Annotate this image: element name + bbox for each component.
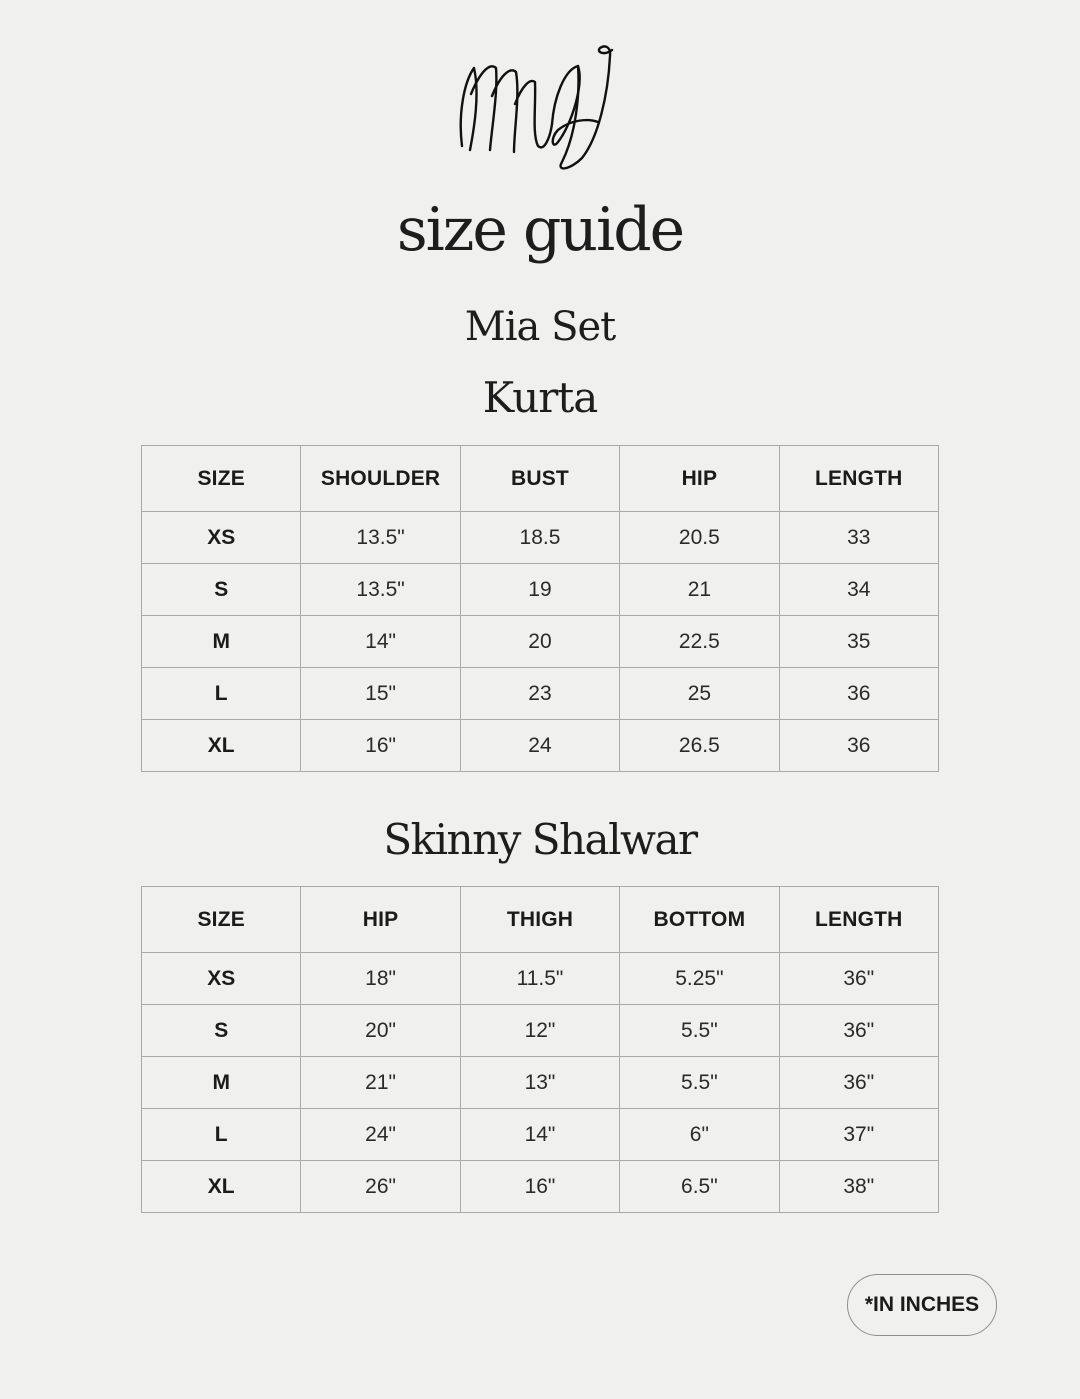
table-row	[142, 616, 939, 668]
size-label: XL	[142, 1161, 301, 1213]
table-cell: 21"	[301, 1057, 460, 1109]
size-label: XL	[142, 720, 301, 772]
brand-logo	[440, 34, 630, 179]
table-cell: 11.5"	[460, 953, 619, 1005]
table-cell: 35	[779, 616, 938, 668]
kurta-size-table	[141, 445, 939, 772]
column-header: LENGTH	[779, 887, 938, 953]
column-header: BUST	[460, 446, 619, 512]
size-label: XS	[142, 512, 301, 564]
table-cell: 19	[460, 564, 619, 616]
table-cell: 13.5"	[301, 512, 460, 564]
table-row	[142, 1109, 939, 1161]
table-cell: 21	[620, 564, 779, 616]
column-header: SIZE	[142, 887, 301, 953]
units-note-badge: *IN INCHES	[847, 1274, 997, 1336]
size-label: S	[142, 1005, 301, 1057]
table-cell: 36"	[779, 1005, 938, 1057]
table-header-row	[142, 446, 939, 512]
table-cell: 16"	[301, 720, 460, 772]
table-cell: 34	[779, 564, 938, 616]
size-label: M	[142, 616, 301, 668]
table-cell: 13.5"	[301, 564, 460, 616]
table-row	[142, 720, 939, 772]
table-cell: 6"	[620, 1109, 779, 1161]
table-cell: 20	[460, 616, 619, 668]
size-label: XS	[142, 953, 301, 1005]
table-cell: 20"	[301, 1005, 460, 1057]
table-cell: 14"	[301, 616, 460, 668]
column-header: SHOULDER	[301, 446, 460, 512]
table-cell: 22.5	[620, 616, 779, 668]
column-header: BOTTOM	[620, 887, 779, 953]
table-cell: 38"	[779, 1161, 938, 1213]
shalwar-title: Skinny Shalwar	[383, 815, 697, 864]
column-header: HIP	[301, 887, 460, 953]
kurta-title: Kurta	[482, 373, 598, 422]
table-row	[142, 1057, 939, 1109]
table-cell: 5.5"	[620, 1005, 779, 1057]
table-cell: 18"	[301, 953, 460, 1005]
table-cell: 15"	[301, 668, 460, 720]
table-row	[142, 1161, 939, 1213]
table-cell: 36	[779, 720, 938, 772]
column-header: THIGH	[460, 887, 619, 953]
column-header: HIP	[620, 446, 779, 512]
shalwar-size-table	[141, 886, 939, 1213]
table-header-row	[142, 887, 939, 953]
table-cell: 24	[460, 720, 619, 772]
table-row	[142, 668, 939, 720]
set-name: Mia Set	[464, 304, 616, 350]
table-cell: 26"	[301, 1161, 460, 1213]
table-cell: 16"	[460, 1161, 619, 1213]
table-cell: 36	[779, 668, 938, 720]
table-row	[142, 512, 939, 564]
table-row	[142, 953, 939, 1005]
table-cell: 26.5	[620, 720, 779, 772]
table-cell: 23	[460, 668, 619, 720]
table-cell: 20.5	[620, 512, 779, 564]
table-row	[142, 564, 939, 616]
table-cell: 5.25"	[620, 953, 779, 1005]
table-cell: 5.5"	[620, 1057, 779, 1109]
table-cell: 25	[620, 668, 779, 720]
table-cell: 33	[779, 512, 938, 564]
table-cell: 24"	[301, 1109, 460, 1161]
table-cell: 37"	[779, 1109, 938, 1161]
size-label: M	[142, 1057, 301, 1109]
table-cell: 36"	[779, 1057, 938, 1109]
size-label: L	[142, 668, 301, 720]
table-cell: 36"	[779, 953, 938, 1005]
page-title: size guide	[396, 195, 684, 265]
size-label: S	[142, 564, 301, 616]
table-row	[142, 1005, 939, 1057]
table-cell: 12"	[460, 1005, 619, 1057]
size-label: L	[142, 1109, 301, 1161]
table-cell: 13"	[460, 1057, 619, 1109]
table-cell: 6.5"	[620, 1161, 779, 1213]
column-header: LENGTH	[779, 446, 938, 512]
table-cell: 14"	[460, 1109, 619, 1161]
column-header: SIZE	[142, 446, 301, 512]
table-cell: 18.5	[460, 512, 619, 564]
